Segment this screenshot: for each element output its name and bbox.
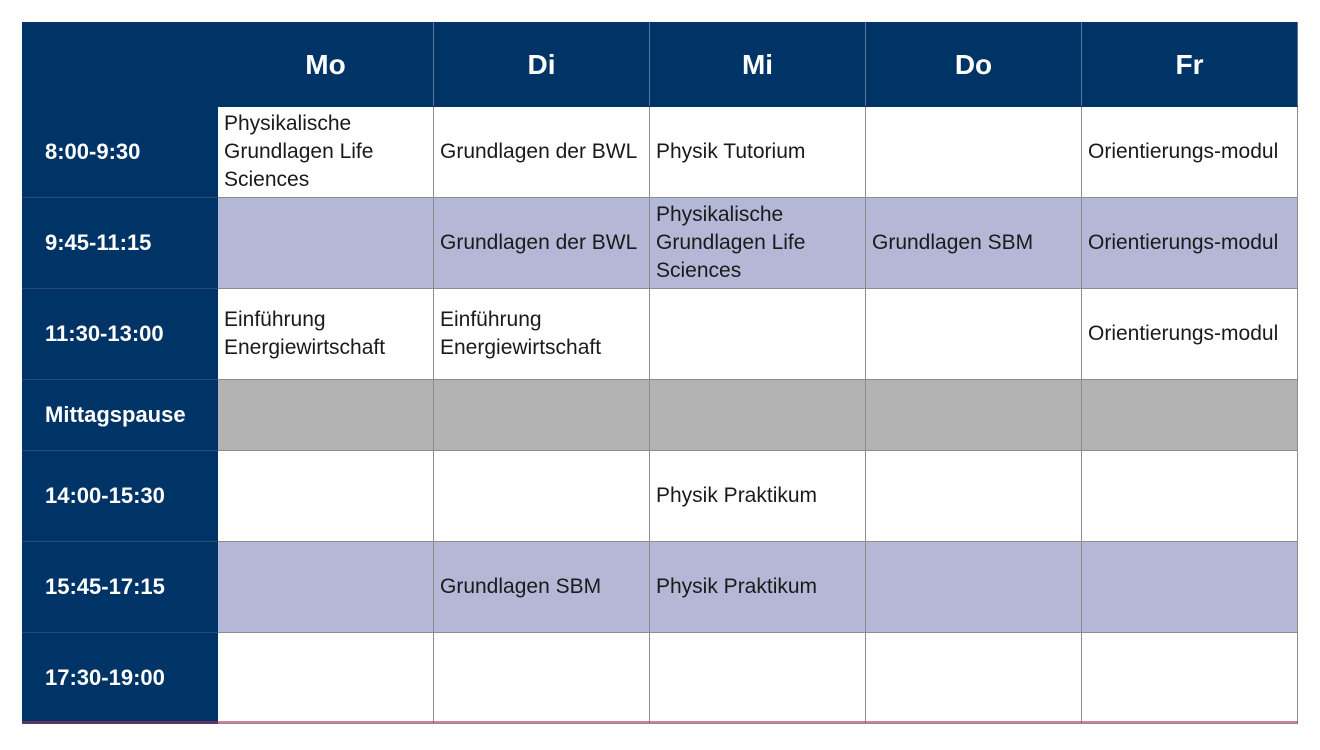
table-cell: Grundlagen SBM	[434, 542, 650, 633]
table-cell	[650, 633, 866, 724]
day-header-do: Do	[866, 23, 1082, 107]
time-slot-label: 15:45-17:15	[23, 542, 218, 633]
table-cell	[218, 633, 434, 724]
table-cell	[218, 451, 434, 542]
corner-cell	[23, 23, 218, 107]
table-cell	[866, 107, 1082, 198]
table-cell	[866, 633, 1082, 724]
table-cell: Physikalische Grundlagen Life Sciences	[650, 198, 866, 289]
timetable	[22, 22, 1298, 724]
day-header-mo: Mo	[218, 23, 434, 107]
table-row	[23, 289, 1298, 380]
table-row	[23, 107, 1298, 198]
table-cell	[434, 633, 650, 724]
lunch-break-row	[23, 380, 1298, 451]
table-cell: Orientierungs-modul	[1082, 107, 1298, 198]
time-slot-label: Mittagspause	[23, 380, 218, 451]
table-cell	[650, 289, 866, 380]
table-row	[23, 198, 1298, 289]
table-row	[23, 451, 1298, 542]
day-header-mi: Mi	[650, 23, 866, 107]
table-cell	[1082, 633, 1298, 724]
table-cell	[866, 289, 1082, 380]
table-cell: Einführung Energiewirtschaft	[434, 289, 650, 380]
time-slot-label: 8:00-9:30	[23, 107, 218, 198]
table-cell	[218, 542, 434, 633]
table-cell	[1082, 380, 1298, 451]
table-cell	[218, 380, 434, 451]
table-cell	[434, 380, 650, 451]
table-bottom-rule	[22, 721, 1298, 723]
table-cell: Einführung Energiewirtschaft	[218, 289, 434, 380]
table-row	[23, 542, 1298, 633]
table-cell: Orientierungs-modul	[1082, 198, 1298, 289]
table-cell: Grundlagen der BWL	[434, 198, 650, 289]
table-cell	[866, 542, 1082, 633]
table-cell	[1082, 451, 1298, 542]
header-row	[23, 23, 1298, 107]
table-cell	[866, 451, 1082, 542]
table-cell: Physikalische Grundlagen Life Sciences	[218, 107, 434, 198]
day-header-di: Di	[434, 23, 650, 107]
table-cell: Physik Praktikum	[650, 542, 866, 633]
table-cell	[434, 451, 650, 542]
table-cell	[218, 198, 434, 289]
table-cell: Grundlagen SBM	[866, 198, 1082, 289]
time-slot-label: 14:00-15:30	[23, 451, 218, 542]
time-slot-label: 11:30-13:00	[23, 289, 218, 380]
time-slot-label: 9:45-11:15	[23, 198, 218, 289]
table-row	[23, 633, 1298, 724]
table-cell: Physik Praktikum	[650, 451, 866, 542]
table-cell	[1082, 542, 1298, 633]
day-header-fr: Fr	[1082, 23, 1298, 107]
table-cell	[650, 380, 866, 451]
table-cell: Grundlagen der BWL	[434, 107, 650, 198]
table-cell	[866, 380, 1082, 451]
table-cell: Physik Tutorium	[650, 107, 866, 198]
table-cell: Orientierungs-modul	[1082, 289, 1298, 380]
time-slot-label: 17:30-19:00	[23, 633, 218, 724]
